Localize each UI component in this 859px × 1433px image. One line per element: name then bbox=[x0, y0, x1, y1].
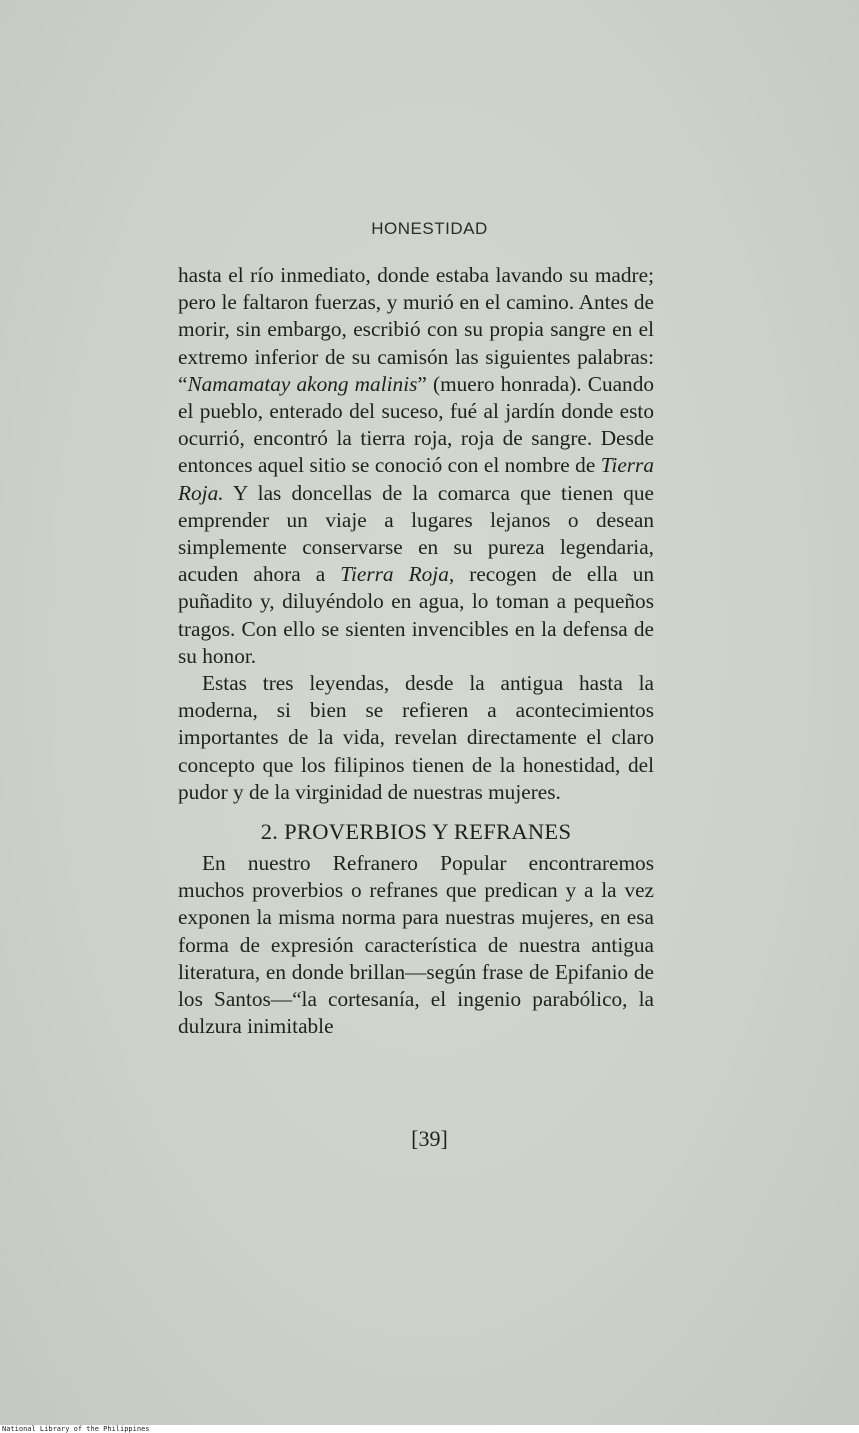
paragraph-1-text-d: recogen de ella un puñadito y, diluyéndolo en agua, lo toman a pequeños tragos. Con ello se sienten invencibles en la defensa de su honor. bbox=[178, 562, 654, 668]
place-name-tierra-roja-2: Tierra Roja, bbox=[340, 562, 455, 587]
page-number: [39] bbox=[411, 1126, 448, 1151]
tagalog-phrase: Namamatay akong malinis bbox=[187, 371, 418, 396]
library-credit: National Library of the Philippines bbox=[2, 1425, 150, 1433]
paragraph-2: Estas tres leyendas, desde la antigua hasta la moderna, si bien se refieren a acontecimientos importantes de la vida, revelan directamente el claro concepto que los filipinos tienen de la honestidad, del pudor y de la virginidad de nuestras mujeres. bbox=[178, 671, 654, 804]
body-text bbox=[178, 262, 654, 1040]
paragraph-1-text-c: Y las doncellas de la comarca que tienen que emprender un viaje a lugares lejanos o desean simplemente conservarse en su pureza legendaria, acuden ahora a bbox=[178, 480, 654, 587]
paragraph-1 bbox=[178, 262, 654, 670]
paragraph-1-text-a: hasta el río inmediato, donde estaba lavando su madre; pero le faltaron fuerzas, y murió en el camino. Antes de morir, sin embargo, escribió con su propia sangre en el extremo inferior de su camisón las siguientes palabras: “ bbox=[178, 263, 654, 396]
paragraph-3: En nuestro Refranero Popular encontraremos muchos proverbios o refranes que predican y a la vez exponen la misma norma para nuestras mujeres, en esa forma de expresión característica de nuestra antigua literatura, en donde brillan—según frase de Epifanio de los Santos—“la cortesanía, el ingenio parabólico, la dulzura inimitable bbox=[178, 851, 654, 1039]
paragraph-1-text-b: ” (muero honrada). Cuando el pueblo, enterado del suceso, fué al jardín donde esto ocurrió, encontró la tierra roja, roja de sangre. Desde entonces aquel sitio se conoció con el nombre de bbox=[178, 371, 654, 478]
running-head: HONESTIDAD bbox=[371, 219, 488, 238]
place-name-tierra-roja: Tierra Roja. bbox=[178, 453, 654, 505]
section-heading: 2. PROVERBIOS Y REFRANES bbox=[260, 819, 572, 845]
